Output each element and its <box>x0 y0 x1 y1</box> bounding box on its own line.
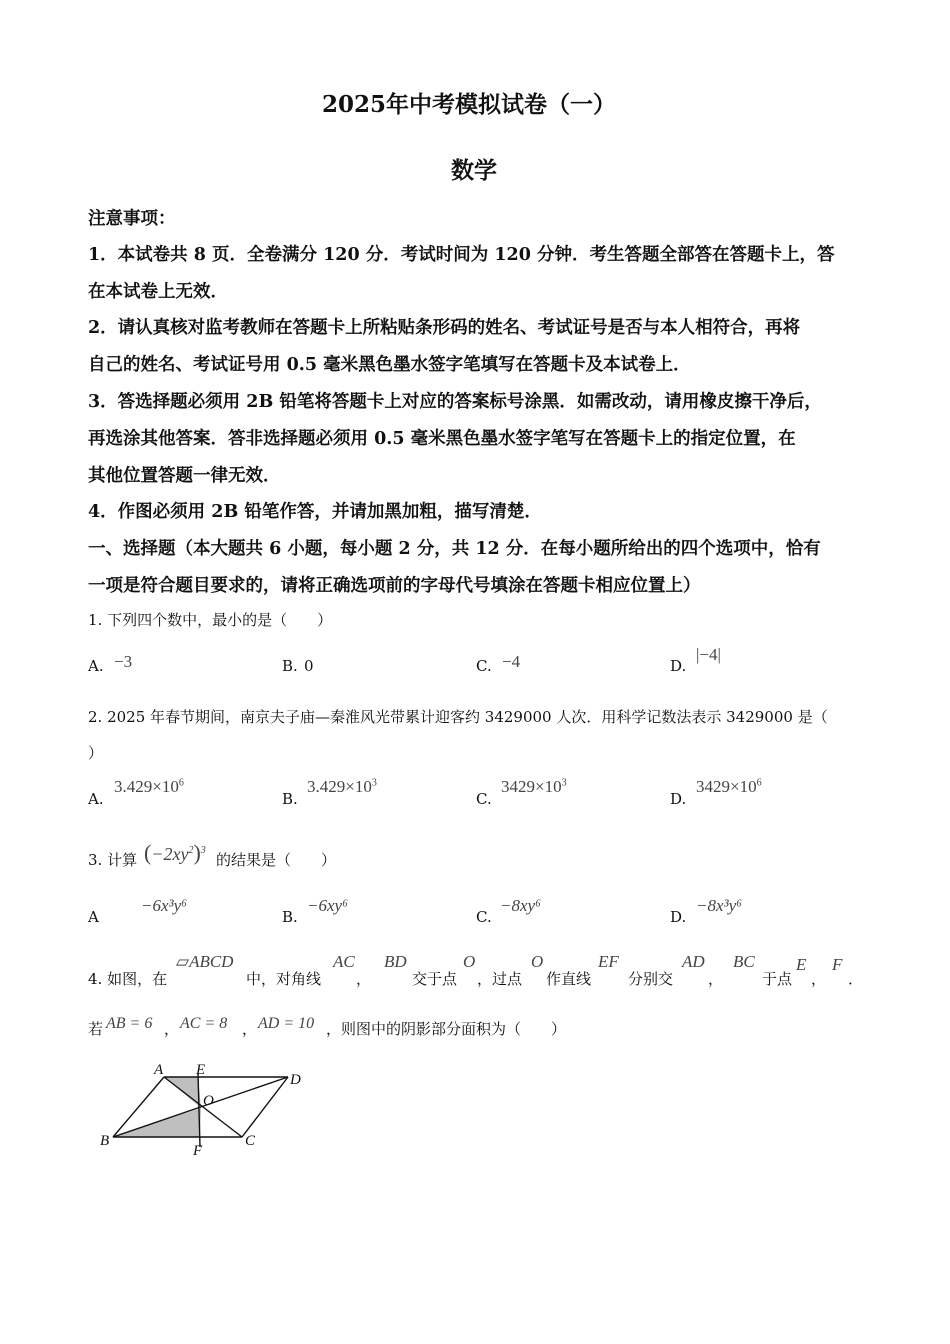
parallelogram-figure <box>90 1055 320 1165</box>
label-b: B <box>100 1133 110 1149</box>
q3-option-a-label: A <box>88 908 99 926</box>
q4-condition-ab: AB = 6 <box>106 1015 153 1032</box>
label-o: O <box>203 1093 214 1109</box>
question-4-text: ． <box>848 970 864 988</box>
q1-option-a-value: −3 <box>114 652 133 671</box>
notice-line: 2．请认真核对监考教师在答题卡上所粘贴条形码的姓名、考试证号是否与本人相符合，再将 <box>88 318 801 338</box>
q2-option-c-label: C. <box>476 790 492 808</box>
q2-option-b-value <box>307 777 377 797</box>
q3-expr-outer-exp: 3 <box>200 845 206 856</box>
question-4-text: ， <box>164 1020 180 1038</box>
q3-option-c-label: C. <box>476 908 492 926</box>
q2-d-base: 3429×10 <box>696 777 757 796</box>
question-1-stem: 1. 下列四个数中，最小的是（ ） <box>88 611 333 629</box>
q2-c-base: 3429×10 <box>501 777 562 796</box>
question-4-text: 作直线 <box>546 970 592 988</box>
q1-option-b-label: B. <box>282 657 298 675</box>
q2-option-c-value <box>501 777 567 797</box>
label-c: C <box>245 1133 256 1149</box>
q3-expression: $(-2xy^2)^3$ <box>144 840 206 865</box>
section-heading: 一、选择题（本大题共 6 小题，每小题 2 分，共 12 分．在每小题所给出的四个选项中，恰有 <box>88 539 821 559</box>
q2-option-b-label: B. <box>282 790 298 808</box>
question-4-text: 于点 <box>762 970 793 988</box>
q2-option-d-value <box>696 777 762 797</box>
q4-ac: AC <box>333 952 355 971</box>
question-4-text: ， <box>242 1020 258 1038</box>
label-f: F <box>193 1143 203 1159</box>
q3-option-b-label: B. <box>282 908 298 926</box>
q1-option-c-value: −4 <box>502 652 521 671</box>
question-4-text: 交于点 <box>412 970 458 988</box>
question-4-text: ，过点 <box>477 970 523 988</box>
q2-option-a-label: A. <box>88 790 104 808</box>
q4-parallelogram: ▱ABCD <box>176 952 234 971</box>
q4-condition-ac: AC = 8 <box>180 1015 228 1032</box>
q2-a-base: 3.429×10 <box>114 777 179 796</box>
q3-option-a-value: −6x³y⁶ <box>141 896 188 915</box>
q4-bc: BC <box>733 952 755 971</box>
q4-bd: BD <box>384 952 407 971</box>
label-e: E <box>196 1062 206 1078</box>
q2-d-exp: 6 <box>756 777 762 789</box>
q3-option-d-label: D. <box>670 908 687 926</box>
label-a: A <box>154 1062 164 1078</box>
question-4-text: 分别交 <box>628 970 674 988</box>
q4-o: O <box>463 952 476 971</box>
question-4-text: 中，对角线 <box>246 970 322 988</box>
notice-heading: 注意事项： <box>88 209 176 229</box>
q2-b-base: 3.429×10 <box>307 777 372 796</box>
question-2-stem: 2. 2025 年春节期间，南京夫子庙—秦淮风光带累计迎客约 3429000 人次．用科学记数法表示 3429000 是（ <box>88 708 828 726</box>
q3-option-c-value: −8xy⁶ <box>500 896 541 915</box>
q4-ef: EF <box>598 952 619 971</box>
q2-option-d-label: D. <box>670 790 687 808</box>
q1-option-d-label: D. <box>670 657 687 675</box>
subject-title: 数学 <box>451 157 497 184</box>
q2-c-exp: 3 <box>561 777 567 789</box>
question-4-text: ， <box>811 970 827 988</box>
q1-option-d-value: |−4| <box>696 645 721 664</box>
notice-line: 1．本试卷共 8 页．全卷满分 120 分．考试时间为 120 分钟．考生答题全部答在答题卡上，答 <box>88 245 835 265</box>
question-3-stem-suffix: 的结果是（ ） <box>216 851 337 869</box>
label-d: D <box>290 1072 301 1088</box>
notice-line: 4．作图必须用 2B 铅笔作答，并请加黑加粗，描写清楚． <box>88 502 542 522</box>
question-4-text: 4. 如图，在 <box>88 970 168 988</box>
question-4-text: ，则图中的阴影部分面积为（ ） <box>326 1020 567 1038</box>
question-3-stem-prefix: 3. 计算 <box>88 851 138 869</box>
notice-line: 3．答选择题必须用 2B 铅笔将答题卡上对应的答案标号涂黑．如需改动，请用橡皮擦干净后， <box>88 392 822 412</box>
q1-option-a-label: A. <box>88 657 104 675</box>
question-2-stem-end: ） <box>88 744 104 762</box>
q4-f: F <box>832 955 843 974</box>
exam-title: 2025年中考模拟试卷（一） <box>322 91 617 118</box>
q4-o: O <box>531 952 544 971</box>
q4-condition-ad: AD = 10 <box>258 1015 315 1032</box>
q3-option-b-value: −6xy⁶ <box>307 896 348 915</box>
notice-line: 其他位置答题一律无效． <box>88 466 281 486</box>
notice-line: 再选涂其他答案．答非选择题必须用 0.5 毫米黑色墨水签字笔写在答题卡上的指定位置，在 <box>88 429 796 449</box>
q3-expr-inner: −2xy <box>151 844 189 864</box>
q1-option-c-label: C. <box>476 657 492 675</box>
q1-option-b-value: 0 <box>304 657 314 675</box>
question-4-text: 若 <box>88 1020 104 1038</box>
side-dc <box>242 1077 288 1137</box>
q2-a-exp: 6 <box>178 777 184 789</box>
question-4-text: ， <box>708 970 724 988</box>
q3-expr-inner-exp: 2 <box>188 845 194 856</box>
q2-b-exp: 3 <box>371 777 377 789</box>
question-4-text: ， <box>356 970 372 988</box>
notice-line: 在本试卷上无效． <box>88 282 228 302</box>
section-heading: 一项是符合题目要求的，请将正确选项前的字母代号填涂在答题卡相应位置上） <box>88 576 701 596</box>
q3-option-d-value: −8x³y⁶ <box>696 896 743 915</box>
q2-option-a-value <box>114 777 184 797</box>
q4-ad: AD <box>682 952 705 971</box>
q4-e: E <box>796 955 807 974</box>
notice-line: 自己的姓名、考试证号用 0.5 毫米黑色墨水签字笔填写在答题卡及本试卷上． <box>88 355 691 375</box>
